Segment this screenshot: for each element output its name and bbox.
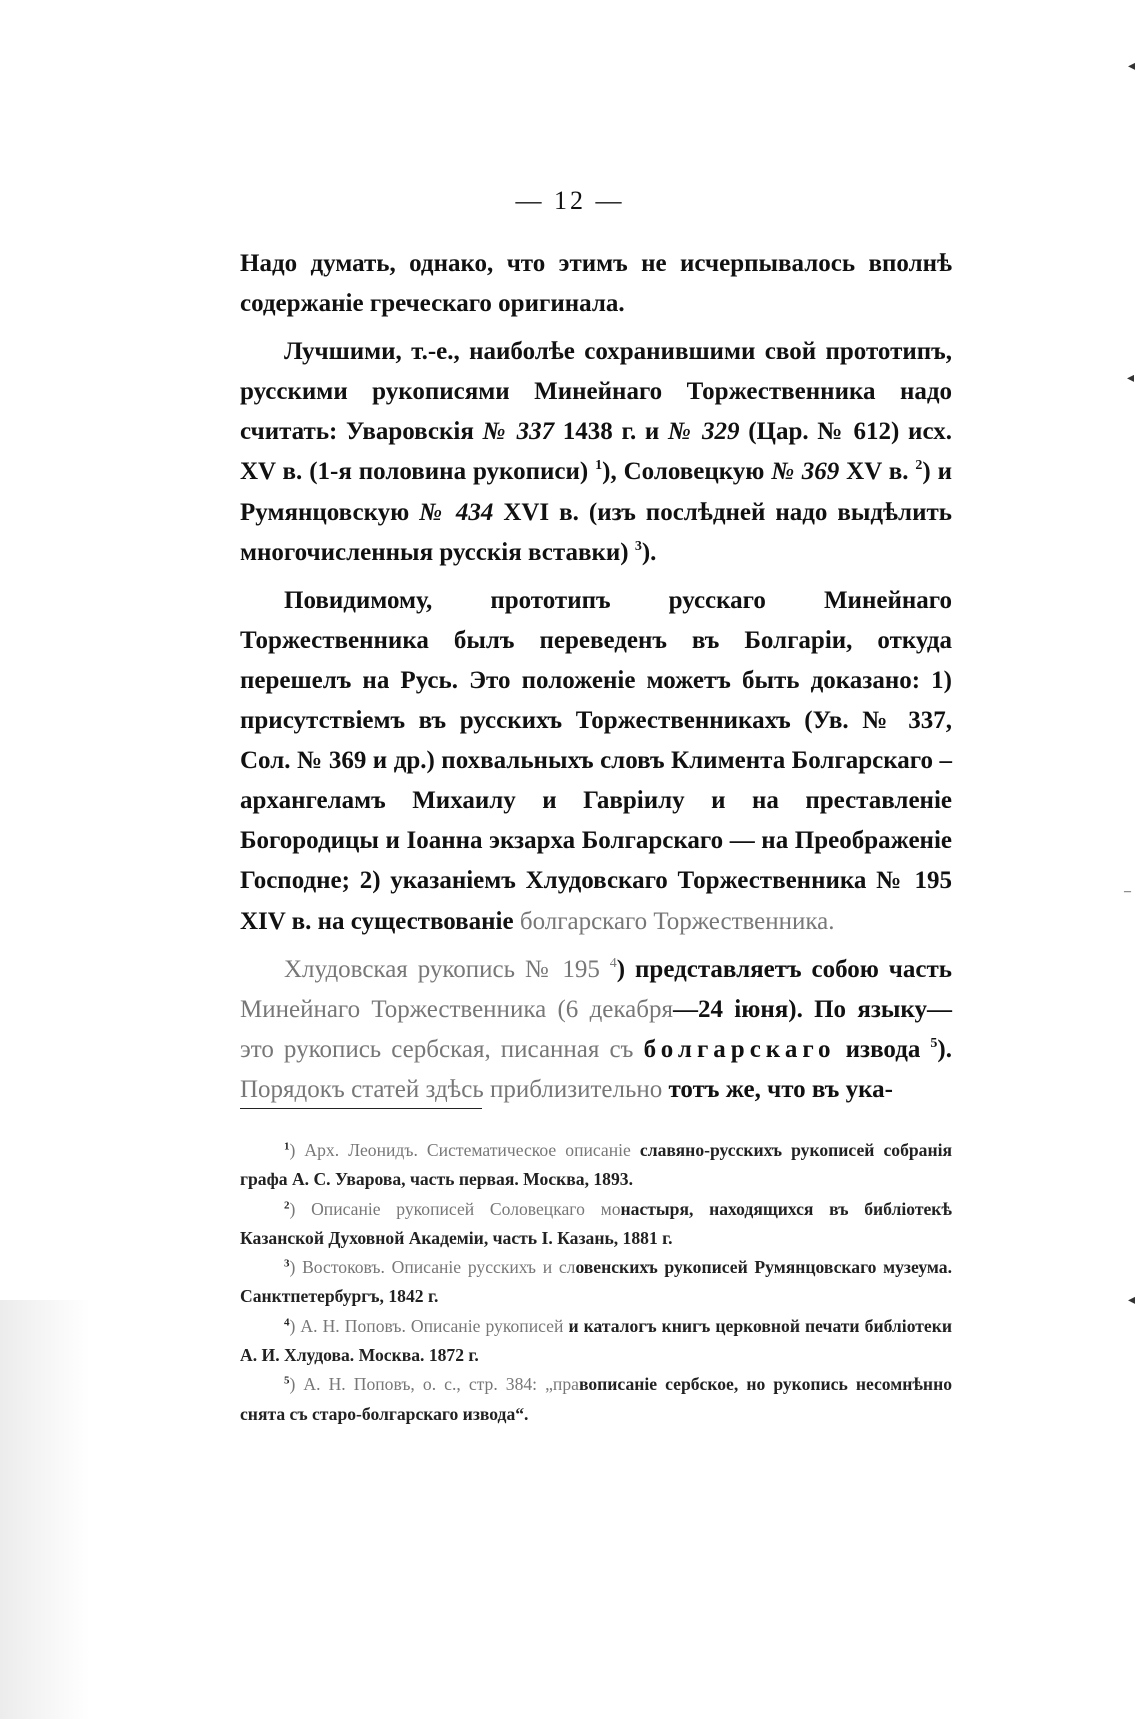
manuscript-number: № 434 xyxy=(419,498,494,526)
margin-tick: ◂ xyxy=(1128,1293,1136,1308)
faded-text-run: ) Востоковъ. Описаніе русскихъ и сл xyxy=(289,1257,576,1278)
faded-text-run: Минейнаго Торжественника (6 декабря xyxy=(240,995,673,1023)
faded-text-run: ) Арх. Леонидъ. Систематическое описаніе xyxy=(289,1140,631,1160)
footnote-text: настыря, находящихся въ библіотекѣ Казанской Духовной Академіи, часть I. Казань, 1881 г. xyxy=(240,1198,952,1248)
text-run: XVI в. (изъ послѣдней надо выдѣлить многочисленныя русскія вставки) xyxy=(240,498,952,566)
footnote-ref-1[interactable]: 1 xyxy=(595,458,603,474)
footnote-mark: 3 xyxy=(284,1257,290,1270)
footnote-ref-3[interactable]: 3 xyxy=(634,538,642,554)
footnotes xyxy=(240,1136,952,1429)
text-run: XV в. xyxy=(839,458,916,486)
faded-text-run: Хлудовская рукопись № 195 xyxy=(284,955,610,983)
footnote xyxy=(240,1136,952,1195)
faded-text-run: болгарскаго Торжественника. xyxy=(519,907,835,935)
main-text xyxy=(240,244,952,1110)
text-run: извода xyxy=(835,1035,931,1063)
footnote-text: славяно-русскихъ рукописей собранія графа А. С. Уварова, часть первая. Москва, 1893. xyxy=(240,1140,952,1190)
text-run: Лучшими, т.-е., наиболѣе сохранившими свой прототипъ, русскими рукописями Минейнаго Торжественника надо считать: Уваровскія xyxy=(240,338,952,446)
text-run: (Цар. № 612) исх. XV в. (1-я половина рукописи) xyxy=(240,418,952,486)
paragraph-2 xyxy=(240,332,952,573)
footnote-mark: 1 xyxy=(284,1140,290,1153)
paragraph-4 xyxy=(240,950,952,1110)
footnote-text: вописаніе сербское, но рукопись несомнѣнно снята съ старо-болгарскаго извода“. xyxy=(240,1374,953,1424)
page-number: — 12 — xyxy=(515,186,625,215)
footnote-ref-5[interactable]: 5 xyxy=(930,1035,938,1051)
footnote-ref-4[interactable]: 4 xyxy=(609,955,617,971)
manuscript-number: № 369 xyxy=(771,458,840,486)
faded-text-run: ) А. Н. Поповъ. Описаніе рукописей xyxy=(289,1315,564,1336)
footnote-mark: 4 xyxy=(284,1316,290,1329)
paragraph-1-text: Надо думать, однако, что этимъ не исчерпывалось вполнѣ содержаніе греческаго оригинала. xyxy=(240,250,952,318)
text-run: ) представляетъ собою часть xyxy=(616,955,952,983)
text-run: ) и Румянцовскую xyxy=(240,458,953,526)
footnote xyxy=(240,1370,952,1429)
manuscript-number: № 329 xyxy=(668,418,740,446)
margin-tick: ◂ xyxy=(1128,59,1136,74)
faded-text-run: ) А. Н. Поповъ, о. с., стр. 384: „пра xyxy=(289,1374,579,1395)
footnote-mark: 2 xyxy=(284,1199,290,1211)
margin-tick: ‒ xyxy=(1124,884,1131,899)
footnote-ref-2[interactable]: 2 xyxy=(915,458,923,474)
text-run: тотъ же, что въ ука- xyxy=(662,1075,893,1103)
spaced-text-run: болгарскаго xyxy=(643,1035,836,1063)
page-edge-shadow xyxy=(0,1300,90,1719)
footnote-divider xyxy=(240,1108,482,1109)
text-run: ), Соловецкую xyxy=(602,458,772,486)
footnote-text: овенскихъ рукописей Румянцовскаго музеума. Санктпетербургъ, 1842 г. xyxy=(240,1257,952,1307)
manuscript-number: № 337 xyxy=(482,418,555,446)
footnote xyxy=(240,1195,952,1254)
text-run: ). xyxy=(937,1035,952,1063)
faded-text-run: это рукопись сербская, писанная съ xyxy=(240,1035,644,1063)
text-run: 1438 г. и xyxy=(554,418,669,446)
footnote-mark: 5 xyxy=(284,1374,290,1387)
text-run: Повидимому, прототипъ русскаго Минейнаго Торжественника былъ переведенъ въ Болгаріи, откуда перешелъ на Русь. Это положеніе можетъ быть доказано: 1) присутствіемъ въ русскихъ Торжественникахъ (Ув. № 337, Сол. № 369 и др.) похвальныхъ словъ Климента Болгарскаго – архангеламъ Михаилу и Гавріилу и на преставленіе Богородицы и Іоанна экзарха Болгарскаго — на Преображеніе Господне; 2) указаніемъ Хлудовскаго Торжественника № 195 XIV в. на существованіе xyxy=(240,586,952,935)
text-run: —24 іюня). По языку— xyxy=(672,995,952,1023)
faded-text-run: ) Описаніе рукописей Соловецкаго мо xyxy=(289,1198,621,1219)
paragraph-3 xyxy=(240,581,952,942)
footnote xyxy=(240,1253,952,1312)
footnote-text: и каталогъ книгъ церковной печати библіотеки А. И. Хлудова. Москва. 1872 г. xyxy=(240,1315,952,1366)
faded-text-run: Порядокъ статей здѣсь приблизительно xyxy=(240,1075,663,1103)
text-run: ). xyxy=(641,538,657,566)
footnote xyxy=(240,1312,952,1371)
margin-tick: ◂ xyxy=(1127,371,1135,386)
paragraph-1 xyxy=(240,244,952,324)
